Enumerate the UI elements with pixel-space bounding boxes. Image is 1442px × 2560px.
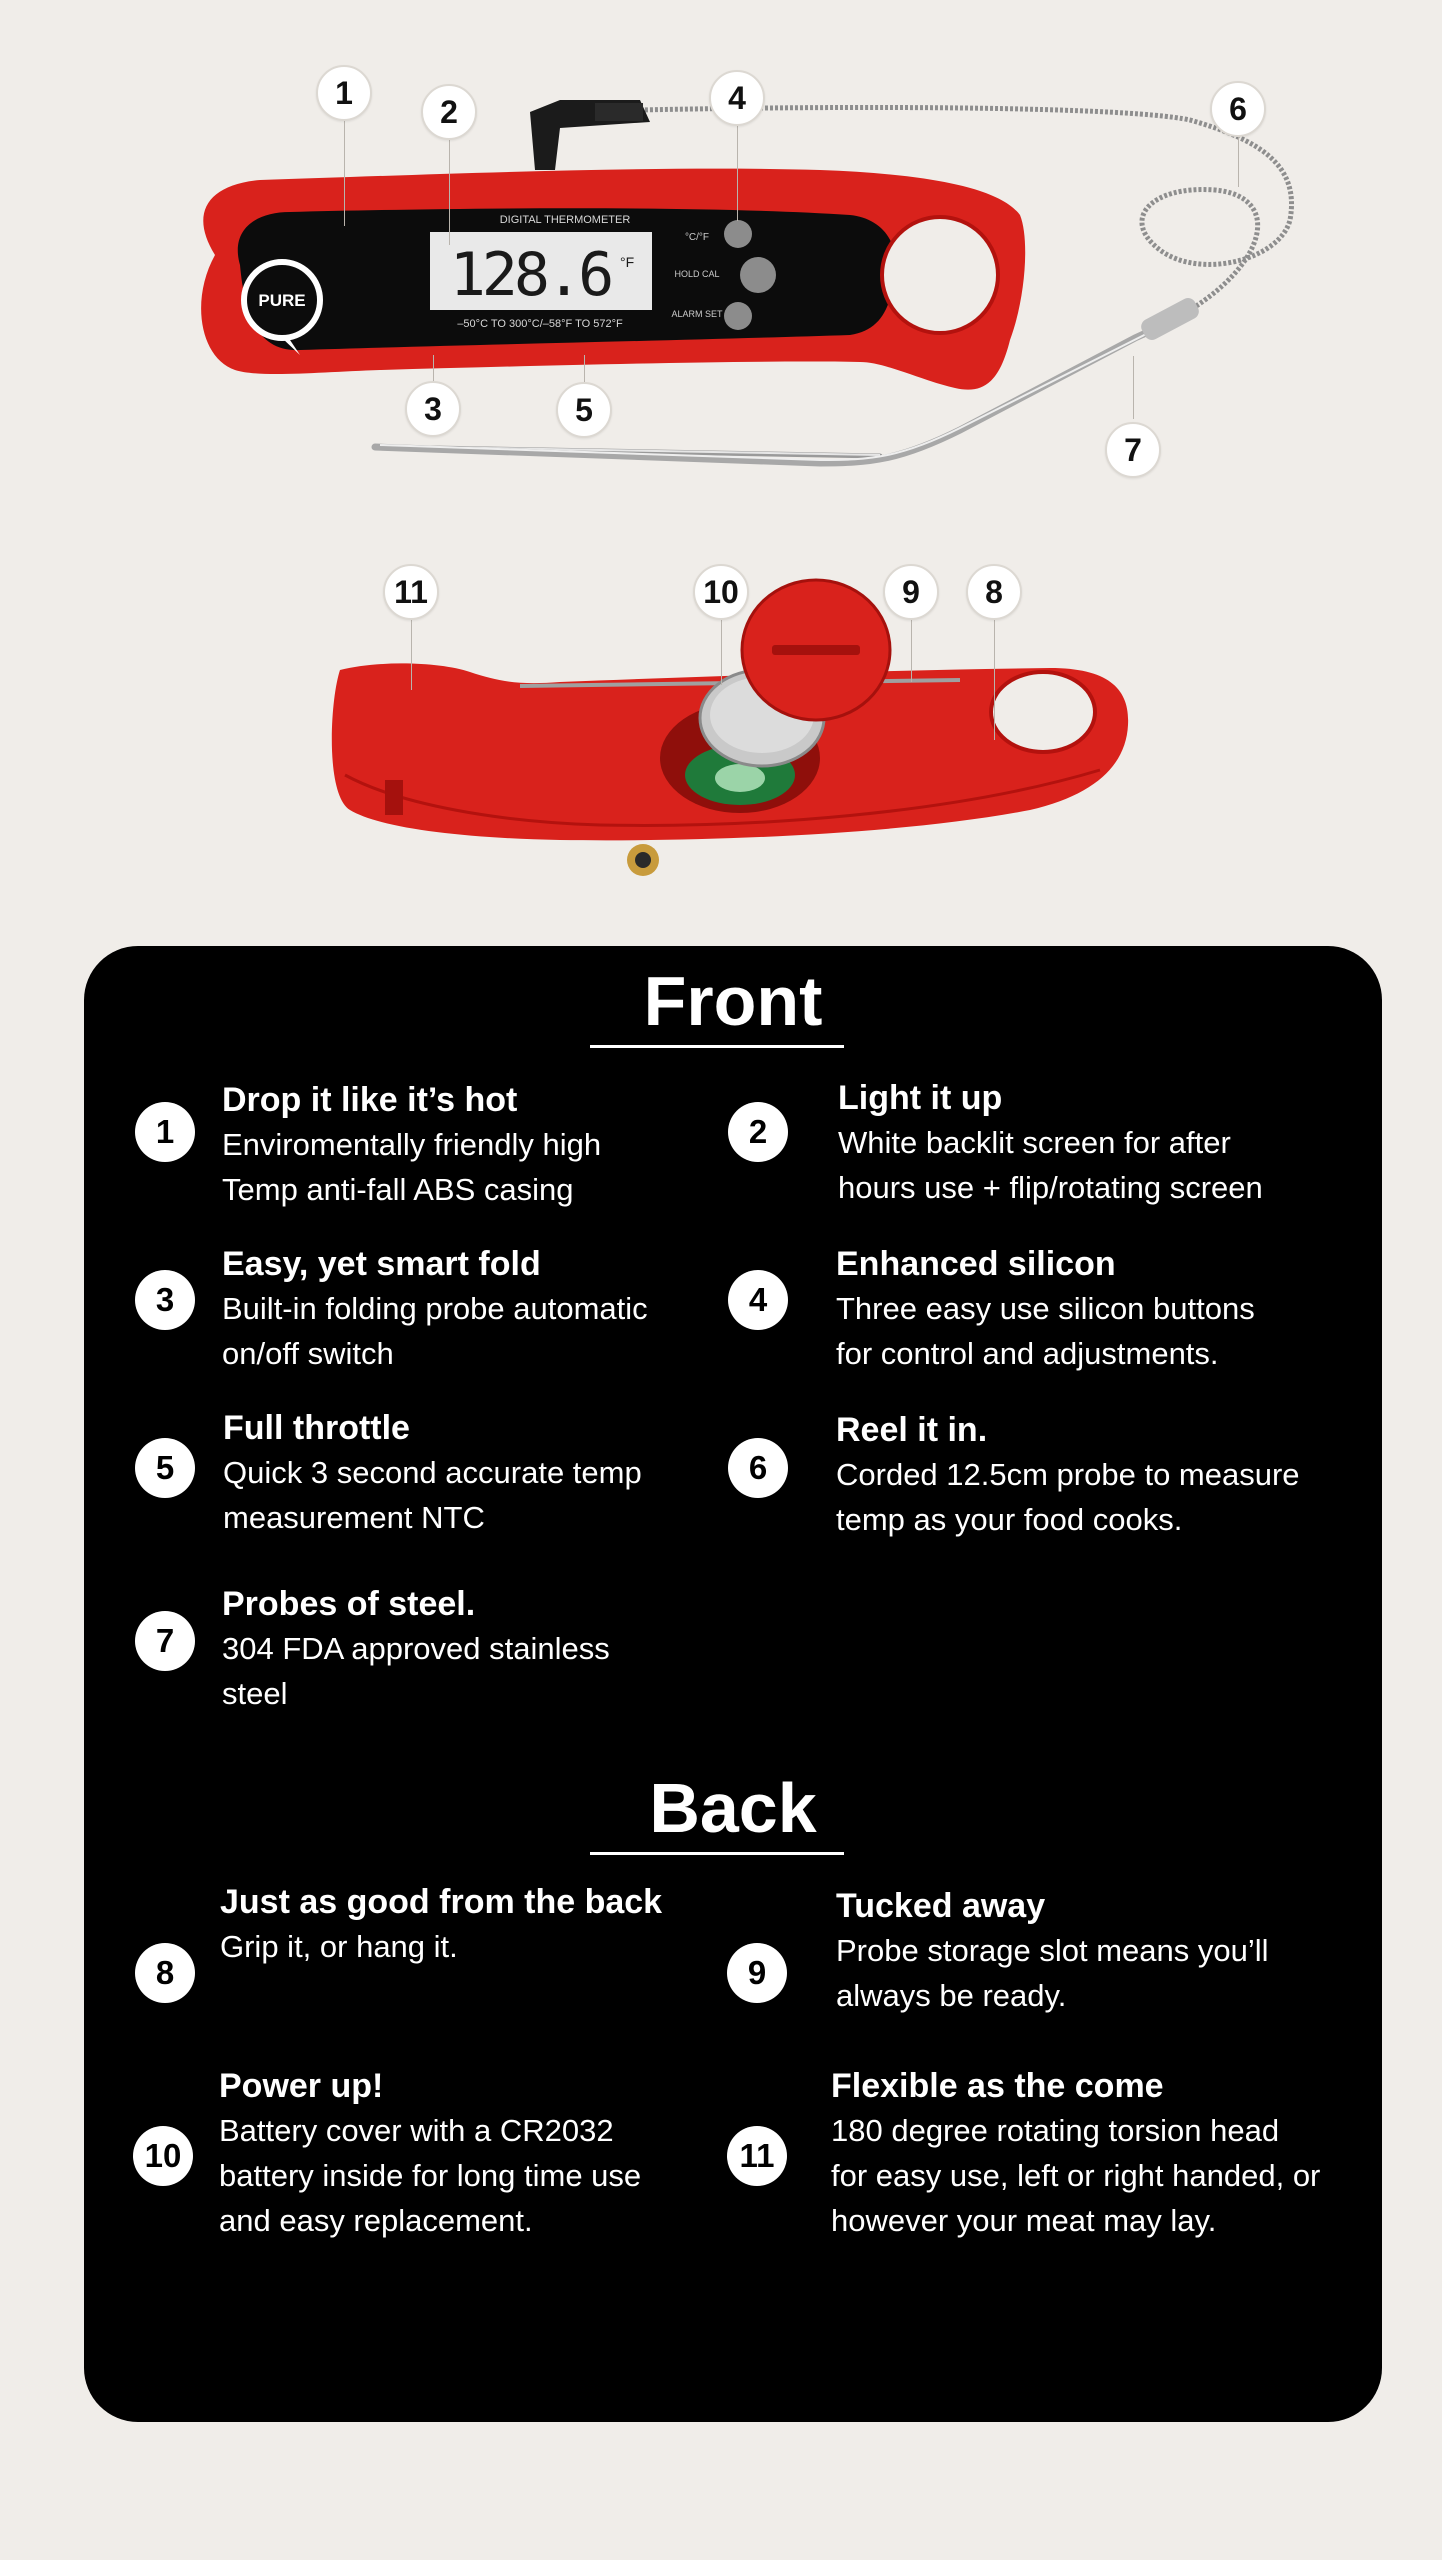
feature-number-6: 6 (728, 1438, 788, 1498)
button-label-unit: °C/°F (684, 232, 710, 243)
button-label-hold: HOLD CAL (674, 269, 720, 279)
feature-7-title: Probes of steel. (222, 1585, 476, 1623)
front-callout-1: 1 (316, 65, 372, 121)
feature-11-desc: 180 degree rotating torsion head for easy use, left or right handed, or however your meat may lay. (831, 2113, 1321, 2238)
feature-number-8: 8 (135, 1943, 195, 2003)
feature-3-title: Easy, yet smart fold (222, 1245, 541, 1283)
feature-number-4: 4 (728, 1270, 788, 1330)
feature-9-desc: Probe storage slot means you’ll always be ready. (836, 1933, 1269, 2013)
feature-2-title: Light it up (838, 1079, 1003, 1117)
front-callout-6: 6 (1210, 81, 1266, 137)
front-callout-3: 3 (405, 381, 461, 437)
feature-7 (222, 1582, 692, 1716)
feature-9 (836, 1884, 1336, 2018)
feature-3 (222, 1242, 692, 1376)
back-callout-10: 10 (693, 564, 749, 620)
feature-5-desc: Quick 3 second accurate temp measurement NTC (223, 1455, 642, 1535)
feature-11 (831, 2064, 1361, 2243)
feature-2-desc: White backlit screen for after hours use + flip/rotating screen (838, 1125, 1263, 1205)
back-callout-8: 8 (966, 564, 1022, 620)
feature-8-title: Just as good from the back (220, 1883, 663, 1921)
feature-number-3: 3 (135, 1270, 195, 1330)
feature-number-9: 9 (727, 1943, 787, 2003)
feature-number-11: 11 (727, 2126, 787, 2186)
front-title-underline (590, 1045, 844, 1048)
feature-10-desc: Battery cover with a CR2032 battery inside for long time use and easy replacement. (219, 2113, 642, 2238)
back-callout-11: 11 (383, 564, 439, 620)
feature-1-desc: Enviromentally friendly high Temp anti-fall ABS casing (222, 1127, 602, 1207)
front-callout-7: 7 (1105, 422, 1161, 478)
feature-7-desc: 304 FDA approved stainless steel (222, 1631, 610, 1711)
back-callout-9: 9 (883, 564, 939, 620)
feature-6-desc: Corded 12.5cm probe to measure temp as your food cooks. (836, 1457, 1300, 1537)
range-label: –50°C TO 300°C/–58°F TO 572°F (457, 318, 623, 330)
feature-4-title: Enhanced silicon (836, 1245, 1116, 1283)
feature-11-title: Flexible as the come (831, 2067, 1164, 2105)
feature-4 (836, 1242, 1336, 1376)
front-callout-4: 4 (709, 70, 765, 126)
button-label-alarm: ALARM SET (671, 309, 723, 319)
front-callout-5: 5 (556, 382, 612, 438)
feature-number-7: 7 (135, 1611, 195, 1671)
feature-3-desc: Built-in folding probe automatic on/off switch (222, 1291, 648, 1371)
feature-5-title: Full throttle (223, 1409, 410, 1447)
feature-number-10: 10 (133, 2126, 193, 2186)
feature-number-1: 1 (135, 1102, 195, 1162)
feature-2 (838, 1076, 1338, 1210)
lcd-reading: 128.6 (449, 240, 611, 310)
feature-8 (220, 1880, 710, 1969)
feature-1-title: Drop it like it’s hot (222, 1081, 518, 1119)
logo-text: PURE (258, 291, 306, 310)
back-section-title: Back (649, 1769, 817, 1847)
feature-1 (222, 1078, 682, 1212)
feature-8-desc: Grip it, or hang it. (220, 1929, 458, 1964)
feature-10 (219, 2064, 699, 2243)
feature-5 (223, 1406, 693, 1540)
lcd-unit: °F (620, 254, 635, 270)
feature-10-title: Power up! (219, 2067, 384, 2105)
front-section-title: Front (643, 962, 823, 1040)
feature-6-title: Reel it in. (836, 1411, 988, 1449)
feature-6 (836, 1408, 1356, 1542)
features-panel (84, 946, 1382, 2422)
feature-number-5: 5 (135, 1438, 195, 1498)
feature-9-title: Tucked away (836, 1887, 1046, 1925)
feature-4-desc: Three easy use silicon buttons for control and adjustments. (836, 1291, 1255, 1371)
back-title-underline (590, 1852, 844, 1855)
feature-number-2: 2 (728, 1102, 788, 1162)
front-callout-2: 2 (421, 84, 477, 140)
face-label: DIGITAL THERMOMETER (499, 214, 631, 226)
